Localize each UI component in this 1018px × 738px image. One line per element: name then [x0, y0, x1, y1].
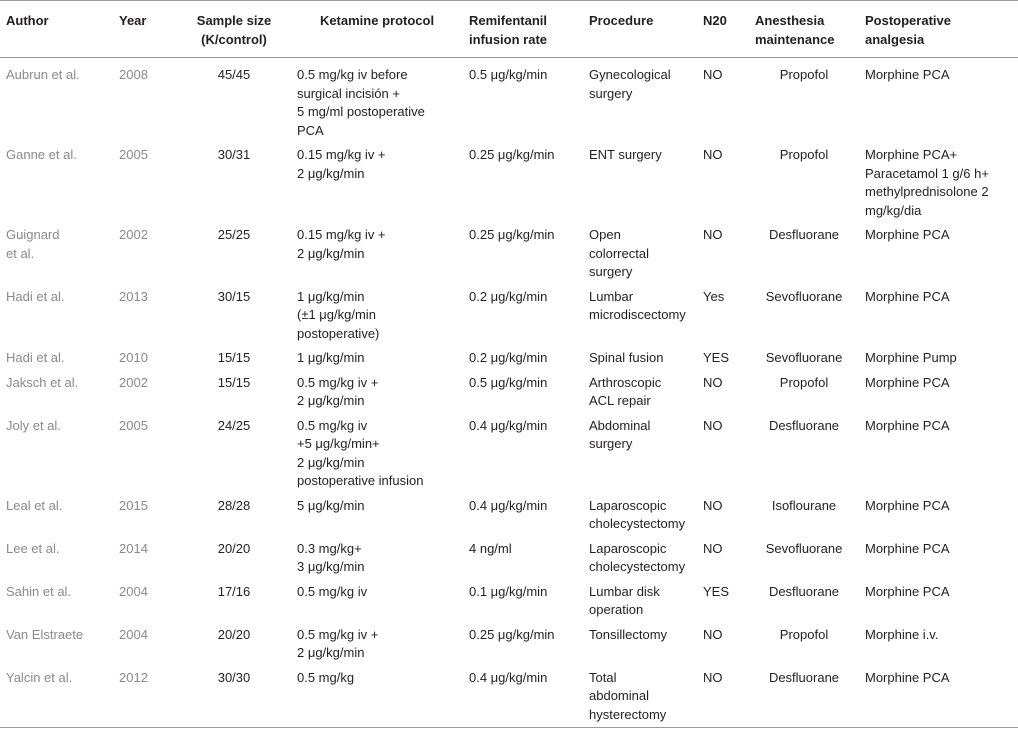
header-author: Author [6, 13, 49, 28]
cell-sample-size: 20/20 [217, 540, 251, 556]
cell-sample-size: 30/31 [217, 147, 251, 162]
cell-ketamine-protocol [291, 537, 463, 580]
table-row [0, 414, 1018, 494]
table-row [0, 371, 1018, 414]
header-procedure: Procedure [589, 13, 654, 28]
cell-ketamine-protocol-line: 0.15 mg/kg iv + [297, 147, 386, 162]
cell-ketamine-protocol [291, 580, 463, 623]
cell-procedure [583, 623, 697, 666]
cell-sample-size: 15/15 [217, 350, 251, 365]
cell-author-line: Guignard [6, 227, 60, 242]
cell-ketamine-protocol-line: postoperative) [297, 325, 380, 341]
header-maint-line1: Anesthesia [755, 13, 825, 28]
cell-procedure-line: ENT surgery [589, 147, 662, 162]
cell-procedure-line: Laparoscopic [589, 497, 667, 513]
table-row [0, 285, 1018, 347]
cell-procedure [583, 580, 697, 623]
cell-maintenance: Desfluorane [768, 227, 840, 242]
cell-author [0, 285, 113, 347]
table-row [0, 58, 1018, 144]
cell-author [0, 143, 113, 223]
header-analg-line1: Postoperative [865, 13, 951, 28]
cell-remifentanil-rate [463, 346, 583, 371]
cell-procedure-line: Abdominal [589, 417, 651, 433]
cell-n2o: NO [703, 374, 723, 390]
cell-n2o: NO [703, 626, 723, 642]
cell-analgesia [859, 223, 1018, 285]
header-remi-line2: infusion rate [469, 32, 548, 47]
cell-analgesia-line: Morphine PCA [865, 374, 950, 390]
table-body [0, 58, 1018, 728]
cell-ketamine-protocol-line: 0.5 mg/kg iv [297, 583, 368, 599]
table-row [0, 494, 1018, 537]
cell-analgesia [859, 494, 1018, 537]
cell-remifentanil-rate [463, 285, 583, 347]
table-header [0, 1, 1018, 58]
cell-sample-size: 20/20 [217, 626, 251, 642]
cell-remifentanil-rate-line: 0.2 μg/kg/min [469, 288, 548, 304]
cell-year: 2010 [119, 350, 148, 365]
cell-analgesia [859, 414, 1018, 494]
table-row [0, 537, 1018, 580]
cell-author [0, 623, 113, 666]
cell-ketamine-protocol-line: 0.5 mg/kg iv before [297, 67, 408, 82]
cell-ketamine-protocol [291, 143, 463, 223]
header-maint-line2: maintenance [755, 32, 835, 47]
cell-author [0, 371, 113, 414]
cell-ketamine-protocol [291, 346, 463, 371]
cell-remifentanil-rate-line: 0.5 μg/kg/min [469, 67, 548, 82]
cell-procedure [583, 666, 697, 728]
cell-ketamine-protocol [291, 623, 463, 666]
cell-sample-size: 28/28 [217, 497, 251, 513]
cell-procedure-line: abdominal [589, 688, 649, 703]
cell-sample-size: 15/15 [217, 374, 251, 390]
cell-procedure [583, 371, 697, 414]
cell-remifentanil-rate [463, 494, 583, 537]
cell-procedure-line: cholecystectomy [589, 516, 686, 531]
cell-procedure-line: Spinal fusion [589, 350, 664, 365]
cell-ketamine-protocol-line: 2 μg/kg/min [297, 645, 365, 660]
header-sample-line1: Sample size [196, 13, 272, 28]
header-sample-line2: (K/control) [201, 32, 267, 47]
cell-remifentanil-rate [463, 666, 583, 728]
cell-remifentanil-rate-line: 0.2 μg/kg/min [469, 350, 548, 365]
cell-maintenance: Sevofluorane [765, 288, 843, 304]
header-sample-size [177, 1, 291, 58]
cell-maintenance: Isoflourane [771, 497, 837, 513]
cell-ketamine-protocol-line: +5 μg/kg/min+ [297, 436, 380, 451]
cell-analgesia [859, 580, 1018, 623]
cell-procedure-line: microdiscectomy [589, 307, 686, 322]
cell-author-line: Joly et al. [6, 417, 61, 433]
cell-ketamine-protocol-line: postoperative infusion [297, 473, 424, 488]
header-n2o: N20 [703, 13, 727, 28]
cell-remifentanil-rate [463, 623, 583, 666]
cell-maintenance: Propofol [779, 147, 829, 162]
cell-n2o: NO [703, 147, 723, 162]
cell-remifentanil-rate-line: 0.4 μg/kg/min [469, 669, 548, 685]
cell-author-line: Jaksch et al. [6, 374, 79, 390]
cell-author [0, 223, 113, 285]
cell-remifentanil-rate-line: 0.4 μg/kg/min [469, 417, 548, 433]
cell-analgesia-line: Morphine PCA [865, 583, 950, 599]
cell-author [0, 580, 113, 623]
cell-remifentanil-rate-line: 4 ng/ml [469, 540, 512, 556]
cell-sample-size: 30/15 [217, 288, 251, 304]
cell-analgesia [859, 371, 1018, 414]
cell-ketamine-protocol-line: 3 μg/kg/min [297, 559, 365, 574]
cell-remifentanil-rate [463, 414, 583, 494]
cell-ketamine-protocol-line: PCA [297, 122, 324, 138]
cell-n2o: NO [703, 417, 723, 433]
header-row [0, 1, 1018, 58]
cell-procedure [583, 143, 697, 223]
cell-n2o: YES [703, 583, 730, 599]
cell-author-line: Yalcin et al. [6, 669, 73, 685]
cell-ketamine-protocol-line: 5 μg/kg/min [297, 497, 365, 513]
cell-procedure-line: hysterectomy [589, 706, 667, 722]
cell-ketamine-protocol-line: 1 μg/kg/min [297, 350, 365, 365]
cell-ketamine-protocol [291, 414, 463, 494]
cell-procedure-line: Gynecological [589, 67, 671, 82]
cell-analgesia-line: Morphine PCA [865, 67, 950, 82]
cell-maintenance: Desfluorane [768, 583, 840, 599]
header-ketamine-protocol: Ketamine protocol [319, 13, 435, 28]
cell-procedure-line: cholecystectomy [589, 559, 686, 574]
cell-remifentanil-rate [463, 580, 583, 623]
cell-ketamine-protocol-line: 0.5 mg/kg iv + [297, 626, 379, 642]
cell-remifentanil-rate-line: 0.25 μg/kg/min [469, 147, 555, 162]
cell-maintenance: Propofol [779, 67, 829, 82]
cell-year: 2004 [119, 583, 148, 599]
cell-n2o: Yes [703, 288, 725, 304]
cell-analgesia-line: Morphine PCA [865, 669, 950, 685]
cell-author [0, 58, 113, 144]
cell-analgesia-line: mg/kg/dia [865, 202, 922, 218]
cell-analgesia [859, 537, 1018, 580]
cell-n2o: NO [703, 669, 723, 685]
cell-year: 2004 [119, 626, 148, 642]
cell-analgesia-line: Paracetamol 1 g/6 h+ [865, 165, 989, 181]
header-year: Year [119, 13, 147, 28]
cell-ketamine-protocol-line: 0.15 mg/kg iv + [297, 227, 386, 242]
table-row [0, 623, 1018, 666]
table-row [0, 346, 1018, 371]
cell-analgesia-line: Morphine i.v. [865, 626, 939, 642]
cell-maintenance: Sevofluorane [765, 350, 843, 365]
cell-ketamine-protocol-line: 2 μg/kg/min [297, 165, 365, 181]
cell-year: 2005 [119, 417, 148, 433]
cell-ketamine-protocol-line: 2 μg/kg/min [297, 245, 365, 261]
cell-ketamine-protocol-line: surgical incisión + [297, 85, 400, 101]
cell-author [0, 346, 113, 371]
cell-remifentanil-rate [463, 143, 583, 223]
cell-ketamine-protocol-line: 0.5 mg/kg iv + [297, 374, 379, 390]
table-row [0, 666, 1018, 728]
header-analg-line2: analgesia [865, 32, 925, 47]
cell-analgesia [859, 285, 1018, 347]
cell-sample-size: 30/30 [217, 669, 251, 685]
cell-author [0, 414, 113, 494]
cell-maintenance: Desfluorane [768, 669, 840, 685]
cell-author-line: Sahin et al. [6, 583, 72, 599]
cell-procedure [583, 223, 697, 285]
cell-ketamine-protocol-line: 5 mg/ml postoperative [297, 104, 425, 119]
header-remi-line1: Remifentanil [469, 13, 548, 28]
cell-procedure [583, 346, 697, 371]
cell-maintenance: Propofol [779, 374, 829, 390]
cell-remifentanil-rate-line: 0.1 μg/kg/min [469, 583, 548, 599]
cell-year: 2008 [119, 67, 148, 82]
header-remifentanil [463, 1, 583, 58]
cell-analgesia [859, 143, 1018, 223]
cell-ketamine-protocol-line: 1 μg/kg/min [297, 288, 365, 304]
cell-maintenance: Desfluorane [768, 417, 840, 433]
cell-ketamine-protocol-line: (±1 μg/kg/min [297, 307, 376, 322]
cell-author-line: Ganne et al. [6, 147, 77, 162]
cell-procedure-line: ACL repair [589, 393, 651, 408]
cell-procedure-line: surgery [589, 436, 633, 451]
cell-author-line: Hadi et al. [6, 350, 65, 365]
cell-author-line: Van Elstraete [6, 626, 84, 642]
cell-year: 2012 [119, 669, 148, 685]
cell-ketamine-protocol [291, 371, 463, 414]
cell-analgesia [859, 666, 1018, 728]
cell-analgesia-line: Morphine PCA [865, 417, 950, 433]
cell-remifentanil-rate [463, 371, 583, 414]
cell-ketamine-protocol [291, 58, 463, 144]
cell-maintenance: Sevofluorane [765, 540, 843, 556]
cell-procedure [583, 537, 697, 580]
cell-analgesia-line: Morphine Pump [865, 350, 957, 365]
cell-procedure [583, 414, 697, 494]
cell-procedure-line: Open [589, 227, 621, 242]
cell-procedure-line: Arthroscopic [589, 374, 662, 390]
cell-author-line: et al. [6, 245, 35, 261]
header-maintenance [749, 1, 859, 58]
cell-author [0, 666, 113, 728]
cell-ketamine-protocol-line: 0.5 mg/kg iv [297, 417, 368, 433]
cell-remifentanil-rate-line: 0.25 μg/kg/min [469, 626, 555, 642]
cell-sample-size: 24/25 [217, 417, 251, 433]
cell-author-line: Aubrun et al. [6, 67, 80, 82]
cell-procedure-line: surgery [589, 85, 633, 101]
cell-n2o: YES [703, 350, 730, 365]
cell-procedure-line: Laparoscopic [589, 540, 667, 556]
cell-ketamine-protocol-line: 0.5 mg/kg [297, 669, 355, 685]
cell-procedure-line: colorrectal [589, 245, 649, 261]
cell-sample-size: 17/16 [217, 583, 251, 599]
table-row [0, 223, 1018, 285]
cell-sample-size: 25/25 [217, 227, 251, 242]
cell-n2o: NO [703, 497, 723, 513]
cell-analgesia-line: Morphine PCA+ [865, 147, 958, 162]
cell-author-line: Leal et al. [6, 497, 63, 513]
cell-procedure-line: operation [589, 602, 644, 617]
cell-ketamine-protocol [291, 666, 463, 728]
cell-ketamine-protocol-line: 0.3 mg/kg+ [297, 540, 362, 556]
cell-n2o: NO [703, 540, 723, 556]
cell-author-line: Lee et al. [6, 540, 60, 556]
cell-year: 2014 [119, 540, 148, 556]
cell-author [0, 537, 113, 580]
cell-procedure-line: Lumbar [589, 288, 634, 304]
cell-ketamine-protocol [291, 285, 463, 347]
cell-procedure-line: Lumbar disk [589, 583, 660, 599]
cell-analgesia-line: methylprednisolone 2 [865, 184, 989, 199]
cell-analgesia-line: Morphine PCA [865, 227, 950, 242]
cell-remifentanil-rate-line: 0.25 μg/kg/min [469, 227, 555, 242]
cell-maintenance: Propofol [779, 626, 829, 642]
cell-ketamine-protocol-line: 2 μg/kg/min [297, 393, 365, 408]
cell-procedure-line: Tonsillectomy [589, 626, 668, 642]
cell-ketamine-protocol [291, 223, 463, 285]
table-row [0, 580, 1018, 623]
cell-n2o: NO [703, 227, 723, 242]
cell-year: 2013 [119, 288, 148, 304]
cell-year: 2005 [119, 147, 148, 162]
cell-procedure-line: surgery [589, 264, 633, 279]
cell-remifentanil-rate-line: 0.5 μg/kg/min [469, 374, 548, 390]
cell-procedure-line: Total [589, 669, 617, 685]
cell-n2o: NO [703, 67, 723, 82]
cell-analgesia-line: Morphine PCA [865, 497, 950, 513]
cell-remifentanil-rate [463, 537, 583, 580]
header-analgesia [859, 1, 1018, 58]
cell-author [0, 494, 113, 537]
cell-procedure [583, 58, 697, 144]
cell-analgesia [859, 346, 1018, 371]
cell-analgesia-line: Morphine PCA [865, 288, 950, 304]
cell-remifentanil-rate-line: 0.4 μg/kg/min [469, 497, 548, 513]
cell-year: 2002 [119, 374, 148, 390]
cell-remifentanil-rate [463, 223, 583, 285]
cell-year: 2002 [119, 227, 148, 242]
cell-year: 2015 [119, 497, 148, 513]
cell-analgesia [859, 58, 1018, 144]
cell-analgesia [859, 623, 1018, 666]
cell-sample-size: 45/45 [217, 67, 251, 82]
cell-author-line: Hadi et al. [6, 288, 65, 304]
cell-ketamine-protocol [291, 494, 463, 537]
cell-remifentanil-rate [463, 58, 583, 144]
table-row [0, 143, 1018, 223]
cell-procedure [583, 285, 697, 347]
cell-ketamine-protocol-line: 2 μg/kg/min [297, 454, 365, 470]
cell-procedure [583, 494, 697, 537]
cell-analgesia-line: Morphine PCA [865, 540, 950, 556]
